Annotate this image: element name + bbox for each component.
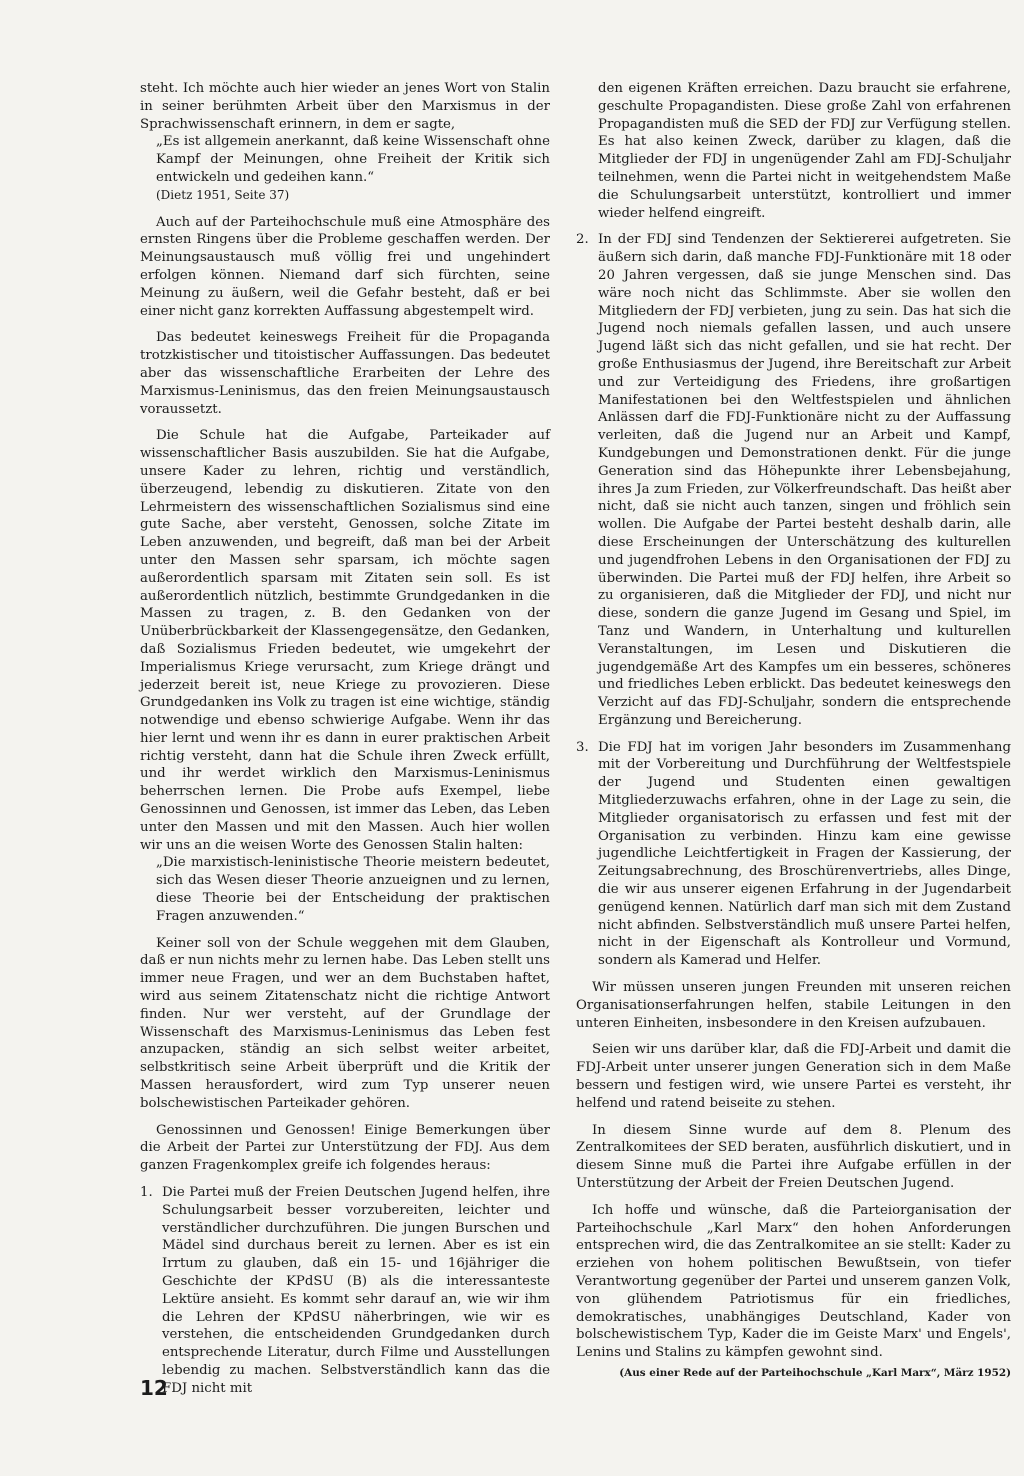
paragraph: Keiner soll von der Schule weggehen mit dem Glauben, daß er nun nichts mehr zu lernen habe. Das Leben stellt uns immer neue Fragen, und wer an dem Buchstaben haftet, wird aus seinem Zitatenschatz nicht die richtige Antwort finden. Nur wer versteht, auf der Grundlage der Wissenschaft des Marxismus-Leninismus das Leben fest anzupacken, ständig an sich selbst weiter arbeitet, selbstkritisch seine Arbeit überprüft und die Kritik der Massen herausfordert, wird zum Typ unserer neuen bolschewistischen Parteikader gehören. xyxy=(140,935,550,1111)
paragraph: Wir müssen unseren jungen Freunden mit unseren reichen Organisationserfahrungen helfen, stabile Leitungen in den unteren Einheiten, insbesondere in den Kreisen aufzubauen. xyxy=(576,980,1011,1031)
quotation: „Es ist allgemein anerkannt, daß keine Wissenschaft ohne Kampf der Meinungen, ohne Freiheit der Kritik sich entwickeln und gedeihen kann.“ xyxy=(156,134,550,185)
paragraph: In diesem Sinne wurde auf dem 8. Plenum des Zentralkomitees der SED beraten, ausführlich diskutiert, und in diesem Sinne muß die Partei ihre Aufgabe erfüllen in der Unterstützung der Arbeit der Freien Deutschen Jugend. xyxy=(576,1122,1011,1192)
paragraph: Die Schule hat die Aufgabe, Parteikader auf wissenschaftlicher Basis auszubilden. Sie hat die Aufgabe, unsere Kader zu lehren, richtig und verständlich, überzeugend, lebendig zu diskutieren. Zitate von den Lehrmeistern des wissenschaftlichen Sozialismus sind eine gute Sache, aber versteht, Genossen, solche Zitate im Leben anzuwenden, und begreift, daß man bei der Arbeit unter den Massen sehr sparsam, ich möchte sagen außerordentlich sparsam mit Zitaten sein soll. Es ist außerordentlich nützlich, bestimmte Grundgedanken in die Massen zu tragen, z. B. den Gedanken von der Unüberbrückbarkeit der Klassengegensätze, den Gedanken, daß Sozialismus Frieden bedeutet, wie umgekehrt der Imperialismus Kriege verursacht, zum Kriege drängt und jederzeit bereit ist, neue Kriege zu provozieren. Diese Grundgedanken ins Volk zu tragen ist eine wichtige, ständig notwendige und ebenso schwierige Aufgabe. Wenn ihr das hier lernt und wenn ihr es dann in eurer praktischen Arbeit richtig versteht, dann hat die Schule ihren Zweck erfüllt, und ihr werdet wirklich den Marxismus-Leninismus beherrschen lernen. Die Probe aufs Exempel, liebe Genossinnen und Genossen, ist immer das Leben, das Leben unter den Massen und mit den Massen. Auch hier wollen wir uns an die weisen Worte des Genossen Stalin halten: xyxy=(140,428,550,853)
left-column xyxy=(140,80,550,1398)
paragraph: steht. Ich möchte auch hier wieder an jenes Wort von Stalin in seiner berühmten Arbeit über den Marxismus in der Sprachwissenschaft erinnern, in dem er sagte, xyxy=(140,81,550,132)
list-number: 2. xyxy=(576,232,589,248)
list-item xyxy=(576,231,1011,729)
list-number: 1. xyxy=(140,1185,153,1201)
paragraph: Genossinnen und Genossen! Einige Bemerkungen über die Arbeit der Partei zur Unterstützung der FDJ. Aus dem ganzen Fragenkomplex greife ich folgendes heraus: xyxy=(140,1122,550,1174)
list-item-text: Die Partei muß der Freien Deutschen Jugend helfen, ihre Schulungsarbeit besser vorzubereiten, leichter und verständlicher durchzuführen. Die jungen Burschen und Mädel sind durchaus bereit zu lernen. Aber es ist ein Irrtum zu glauben, daß ein 15- und 16jähriger die Geschichte der KPdSU (B) als die interessanteste Lektüre ansieht. Es kommt sehr darauf an, wie wir ihm die Lehren der KPdSU näherbringen, wie wir es verstehen, die entscheidenden Grundgedanken durch entsprechende Literatur, durch Filme und Ausstellungen lebendig zu machen. Selbstverständlich kann das die FDJ nicht mit xyxy=(162,1185,550,1396)
list-item xyxy=(576,739,1011,970)
list-item-text: Die FDJ hat im vorigen Jahr besonders im Zusammenhang mit der Vorbereitung und Durchführung der Weltfestspiele der Jugend und Studenten einen gewaltigen Mitgliederzuwachs erfahren, ohne in der Lage zu sein, die Mitglieder organisatorisch zu erfassen und fest mit der Organisation zu verbinden. Hinzu kam eine gewisse jugendliche Leichtfertigkeit in Fragen der Kassierung, der Zeitungsabrechnung, des Broschürenvertriebs, alles Dinge, die wir aus unserer eigenen Erfahrung in der Jugendarbeit genügend kennen. Natürlich darf man sich mit dem Zustand nicht abfinden. Selbstverständlich muß unsere Partei helfen, nicht in der Eigenschaft als Kontrolleur und Vormund, sondern als Kamerad und Helfer. xyxy=(598,739,1011,969)
paragraph: Seien wir uns darüber klar, daß die FDJ-Arbeit und damit die FDJ-Arbeit unter unserer jungen Generation sich in dem Maße bessern und festigen wird, wie unsere Partei es versteht, ihr helfend und ratend beiseite zu stehen. xyxy=(576,1042,1011,1111)
paragraph: Auch auf der Parteihochschule muß eine Atmosphäre des ernsten Ringens über die Probleme geschaffen werden. Der Meinungsaustausch muß völlig frei und ungehindert erfolgen können. Niemand darf sich fürchten, seine Meinung zu äußern, weil die Gefahr besteht, daß er bei einer nicht ganz korrekten Auffassung abgestempelt wird. xyxy=(140,214,550,319)
citation: (Dietz 1951, Seite 37) xyxy=(156,187,290,202)
list-number: 3. xyxy=(576,739,589,755)
source-note: (Aus einer Rede auf der Parteihochschule „Karl Marx“, März 1952) xyxy=(619,1366,1011,1379)
quotation: „Die marxistisch-leninistische Theorie meistern bedeutet, sich das Wesen dieser Theorie anzueignen und zu lernen, diese Theorie bei der Entscheidung der praktischen Fragen anzuwenden.“ xyxy=(156,855,550,924)
paragraph: den eigenen Kräften erreichen. Dazu braucht sie erfahrene, geschulte Propagandisten. Diese große Zahl von erfahrenen Propagandisten muß die SED der FDJ zur Verfügung stellen. Es hat also keinen Zweck, darüber zu klagen, daß die Mitglieder der FDJ in ungenügender Zahl am FDJ-Schuljahr teilnehmen, wenn die Partei nicht in weitgehendstem Maße die Schulungsarbeit unterstützt, kontrolliert und immer wieder helfend eingreift. xyxy=(598,81,1011,221)
paragraph: Das bedeutet keineswegs Freiheit für die Propaganda trotzkistischer und titoistischer Auffassungen. Das bedeutet aber das wissenschaftliche Erarbeiten der Lehre des Marxismus-Leninismus, das den freien Meinungsaustausch voraussetzt. xyxy=(140,330,550,417)
paragraph: Ich hoffe und wünsche, daß die Parteiorganisation der Parteihochschule „Karl Marx“ den hohen Anforderungen entsprechen wird, die das Zentralkomitee an sie stellt: Kader zu erziehen von hohem politischen Bewußtsein, von tiefer Verantwortung gegenüber der Partei und unserem ganzen Volk, von glühendem Patriotismus für ein friedliches, demokratisches, unabhängiges Deutschland, Kader von bolschewistischem Typ, Kader die im Geiste Marx' und Engels', Lenins und Stalins zu kämpfen gewohnt sind. xyxy=(576,1202,1011,1361)
list-item-text: In der FDJ sind Tendenzen der Sektiererei aufgetreten. Sie äußern sich darin, daß manche FDJ-Funktionäre mit 18 oder 20 Jahren vergessen, daß sie junge Menschen sind. Das wäre noch nicht das Schlimmste. Aber sie wollen den Mitgliedern der FDJ verbieten, jung zu sein. Das hat sich die Jugend noch niemals gefallen lassen, und auch unsere Jugend läßt sich das nicht gefallen, und sie hat recht. Der große Enthusiasmus der Jugend, ihre Bereitschaft zur Arbeit und zur Verteidigung des Friedens, ihre großartigen Manifestationen bei den Weltfestspielen und ähnlichen Anlässen darf die FDJ-Funktionäre nicht zu der Auffassung verleiten, daß die Jugend nur an Arbeit und Kampf, Kundgebungen und Demonstrationen denkt. Für die junge Generation sind das Höhepunkte ihrer Lebensbejahung, ihres Ja zum Frieden, zur Völkerfreundschaft. Das heißt aber nicht, daß sie nicht auch tanzen, singen und fröhlich sein wollen. Die Aufgabe der Partei besteht deshalb darin, alle diese Erscheinungen der Unterschätzung des kulturellen und jugendfrohen Lebens in den Organisationen der FDJ zu überwinden. Die Partei muß der FDJ helfen, ihre Arbeit so zu organisieren, daß die Mitglieder der FDJ, und nicht nur diese, sondern die ganze Jugend im Gesang und Spiel, im Tanz und Wandern, in Unterhaltung und kulturellen Veranstaltungen, im Lesen und Diskutieren die jugendgemäße Art des Kampfes um ein besseres, schöneres und friedliches Leben erblickt. Das bedeutet keineswegs den Verzicht auf das FDJ-Schuljahr, sondern die entsprechende Ergänzung und Bereicherung. xyxy=(598,232,1011,728)
right-column xyxy=(576,80,1011,1380)
page-number: 12 xyxy=(140,1376,168,1400)
list-item xyxy=(140,1184,550,1398)
